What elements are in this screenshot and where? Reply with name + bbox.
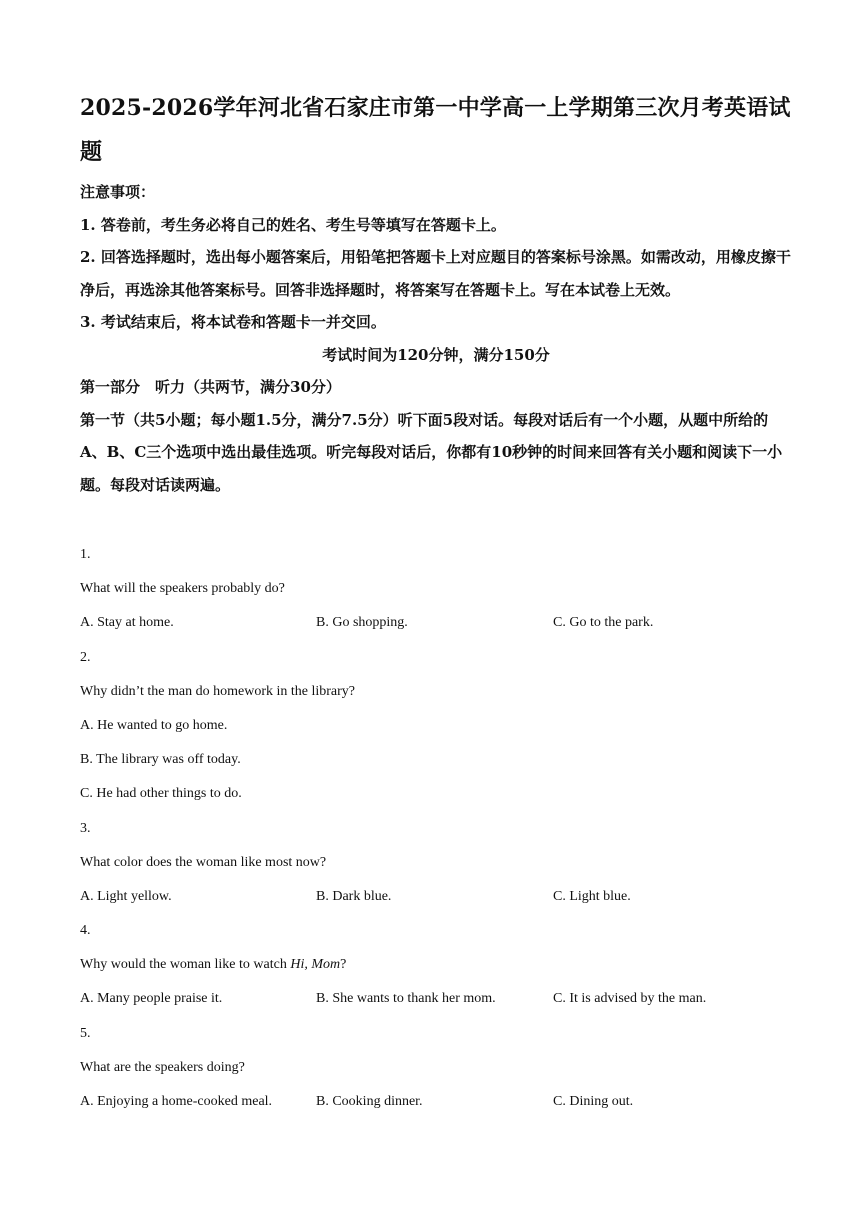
movie-title: Hi, Mom bbox=[290, 957, 341, 973]
question-stem-prefix: Why would the woman like to watch bbox=[80, 957, 291, 973]
question-stem: What are the speakers doing? bbox=[80, 1059, 245, 1075]
listening-questions bbox=[80, 538, 792, 1119]
question-stem bbox=[80, 948, 792, 982]
notice-item-3: 3. 考试结束后，将本试卷和答题卡一并交回。 bbox=[80, 313, 386, 331]
notice-section bbox=[80, 176, 792, 501]
option-c: C. Go to the park. bbox=[553, 615, 654, 631]
question-stem: What will the speakers probably do? bbox=[80, 581, 285, 597]
question-number: 5. bbox=[80, 1025, 91, 1041]
part-heading: 第一部分 听力（共两节，满分30分） bbox=[80, 378, 341, 396]
option-b: B. The library was off today. bbox=[80, 752, 241, 768]
option-c: C. It is advised by the man. bbox=[553, 991, 707, 1007]
option-a: A. Enjoying a home-cooked meal. bbox=[80, 1094, 273, 1109]
notice-item-1: 1. 答卷前，考生务必将自己的姓名、考生号等填写在答题卡上。 bbox=[80, 215, 506, 234]
question-stem-suffix: ? bbox=[340, 957, 347, 973]
option-row bbox=[80, 1085, 792, 1119]
option-c: C. He had other things to do. bbox=[80, 786, 242, 802]
question-number: 3. bbox=[80, 820, 91, 836]
option-row bbox=[80, 606, 792, 640]
question-stem: Why didn’t the man do homework in the library? bbox=[80, 683, 356, 699]
option-c: C. Dining out. bbox=[553, 1094, 634, 1109]
option-a: A. Stay at home. bbox=[80, 615, 174, 631]
option-row bbox=[80, 982, 792, 1016]
section-instruction: 第一节（共5小题；每小题1.5分，满分7.5分）听下面5段对话。每段对话后有一个小题，从题中所给的 A、B、C三个选项中选出最佳选项。听完每段对话后，你都有10秒钟的时间来回答有关小题和阅读下一小题。每段对话读两遍。 bbox=[80, 410, 783, 494]
notice-item-2: 2. 回答选择题时，选出每小题答案后，用铅笔把答题卡上对应题目的答案标号涂黑。如需改动，用橡皮擦干净后，再选涂其他答案标号。回答非选择题时，将答案写在答题卡上。写在本试卷上无效。 bbox=[80, 248, 791, 299]
exam-time-note: 考试时间为120分钟，满分150分 bbox=[322, 345, 550, 364]
document-title: 2025-2026学年河北省石家庄市第一中学高一上学期第三次月考英语试题 bbox=[80, 95, 791, 165]
question-number: 1. bbox=[80, 547, 91, 562]
question-stem: What color does the woman like most now? bbox=[80, 854, 327, 870]
option-b: B. Cooking dinner. bbox=[316, 1094, 423, 1109]
option-a: A. Light yellow. bbox=[80, 888, 172, 904]
notice-heading: 注意事项： bbox=[80, 183, 156, 201]
option-b: B. She wants to thank her mom. bbox=[316, 991, 496, 1007]
option-c: C. Light blue. bbox=[553, 888, 631, 904]
option-b: B. Go shopping. bbox=[316, 615, 408, 631]
option-b: B. Dark blue. bbox=[316, 888, 392, 904]
question-number: 2. bbox=[80, 649, 91, 665]
option-a: A. He wanted to go home. bbox=[80, 717, 228, 733]
question-number: 4. bbox=[80, 923, 91, 939]
option-row bbox=[80, 880, 792, 914]
option-a: A. Many people praise it. bbox=[80, 991, 223, 1007]
